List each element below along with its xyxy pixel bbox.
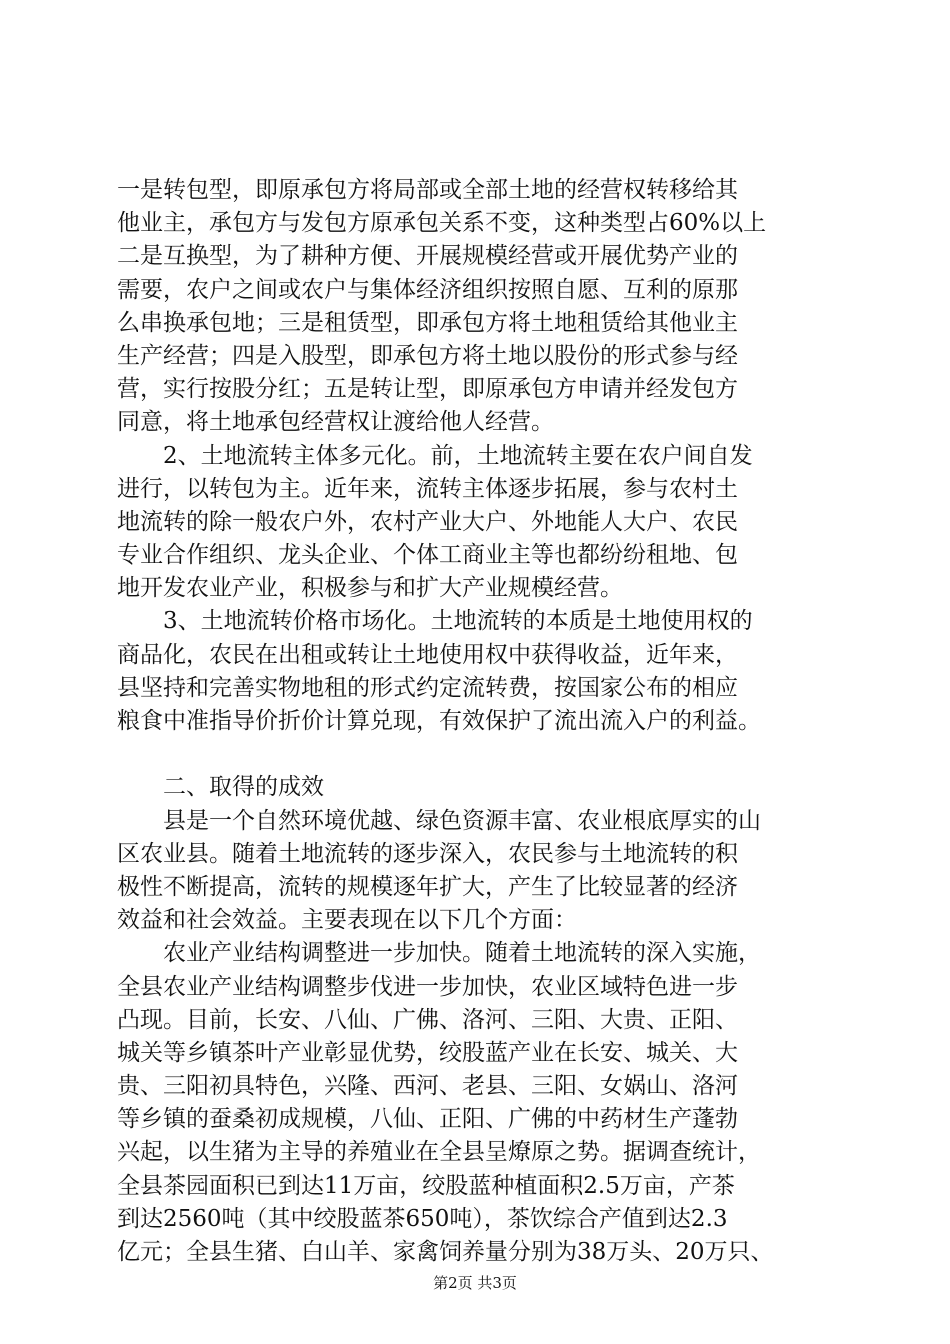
text-line: 3、土地流转价格市场化。土地流转的本质是土地使用权的 xyxy=(163,608,753,635)
text-line: 需要，农户之间或农户与集体经济组织按照自愿、互利的原那 xyxy=(117,276,738,303)
text-line: 生产经营；四是入股型，即承包方将土地以股份的形式参与经 xyxy=(117,342,738,369)
text-line: 等乡镇的蚕桑初成规模，八仙、正阳、广佛的中药材生产蓬勃 xyxy=(117,1106,738,1133)
paragraph xyxy=(117,440,857,606)
text-line: 商品化，农民在出租或转让土地使用权中获得收益，近年来， xyxy=(117,641,738,668)
paragraph xyxy=(117,805,857,938)
text-line: 极性不断提高，流转的规模逐年扩大，产生了比较显著的经济 xyxy=(117,873,738,900)
text-line: 粮食中准指导价折价计算兑现，有效保护了流出流入户的利益。 xyxy=(117,708,761,734)
text-line: 营，实行按股分红；五是转让型，即原承包方申请并经发包方 xyxy=(117,376,738,403)
text-line: 城关等乡镇茶叶产业彰显优势，绞股蓝产业在长安、城关、大 xyxy=(117,1039,738,1066)
text-line: 专业合作组织、龙头企业、个体工商业主等也都纷纷租地、包 xyxy=(117,542,738,569)
paragraph xyxy=(117,937,857,1269)
text-line: 农业产业结构调整进一步加快。随着土地流转的深入实施， xyxy=(163,940,761,967)
text-line: 地流转的除一般农户外，农村产业大户、外地能人大户、农民 xyxy=(117,508,738,535)
section-heading: 二、取得的成效 xyxy=(163,774,324,801)
text-line: 区农业县。随着土地流转的逐步深入，农民参与土地流转的积 xyxy=(117,840,738,867)
text-line: 到达2560吨（其中绞股蓝茶650吨），茶饮综合产值到达2.3 xyxy=(117,1205,728,1232)
text-line: 凸现。目前，长安、八仙、广佛、洛河、三阳、大贵、正阳、 xyxy=(117,1006,738,1033)
text-line: 县坚持和完善实物地租的形式约定流转费，按国家公布的相应 xyxy=(117,674,738,701)
text-line: 县是一个自然环境优越、绿色资源丰富、农业根底厚实的山 xyxy=(163,807,761,834)
page-number-footer: 第2页 共3页 xyxy=(433,1274,517,1292)
text-line: 效益和社会效益。主要表现在以下几个方面： xyxy=(117,907,577,934)
text-line: 同意，将土地承包经营权让渡给他人经营。 xyxy=(117,409,554,436)
text-line: 2、土地流转主体多元化。前，土地流转主要在农户间自发 xyxy=(163,442,753,469)
text-line: 全县茶园面积已到达11万亩，绞股蓝种植面积2.5万亩，产茶 xyxy=(117,1172,735,1199)
blank-line xyxy=(117,738,857,771)
text-line: 他业主，承包方与发包方原承包关系不变，这种类型占60%以上 xyxy=(117,210,767,237)
text-line: 亿元；全县生猪、白山羊、家禽饲养量分别为38万头、20万只、 xyxy=(117,1239,774,1265)
text-line: 贵、三阳初具特色，兴隆、西河、老县、三阳、女娲山、洛河 xyxy=(117,1073,738,1100)
text-line: 进行，以转包为主。近年来，流转主体逐步拓展，参与农村土 xyxy=(117,475,738,502)
text-line: 二是互换型，为了耕种方便、开展规模经营或开展优势产业的 xyxy=(117,243,738,270)
paragraph xyxy=(117,174,857,440)
paragraph xyxy=(117,605,857,738)
text-line: 全县农业产业结构调整步伐进一步加快，农业区域特色进一步 xyxy=(117,973,738,1000)
document-body xyxy=(117,174,857,1269)
text-line: 么串换承包地；三是租赁型，即承包方将土地租赁给其他业主 xyxy=(117,309,738,336)
text-line: 兴起，以生猪为主导的养殖业在全县呈燎原之势。据调查统计， xyxy=(117,1139,761,1166)
text-line: 一是转包型，即原承包方将局部或全部土地的经营权转移给其 xyxy=(117,177,738,203)
text-line: 地开发农业产业，积极参与和扩大产业规模经营。 xyxy=(117,575,623,602)
